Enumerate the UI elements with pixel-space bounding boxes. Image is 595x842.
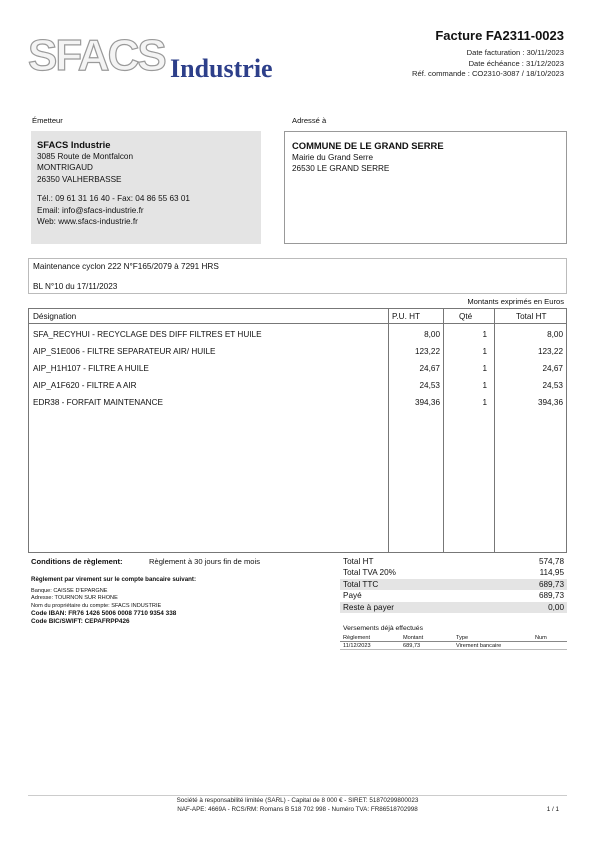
- bank-name: Banque: CAISSE D'EPARGNE: [31, 587, 108, 594]
- sender-box: [31, 131, 261, 244]
- remaining-value: 0,00: [548, 602, 564, 612]
- item-designation: EDR38 - FORFAIT MAINTENANCE: [33, 398, 163, 407]
- item-total: 123,22: [537, 347, 563, 356]
- sender-website: Web: www.sfacs-industrie.fr: [37, 217, 138, 226]
- item-designation: SFA_RECYHUI - RECYCLAGE DES DIFF FILTRES ET HUILE: [33, 330, 262, 339]
- total-tva-row: [340, 567, 567, 578]
- item-quantity: 1: [482, 330, 487, 339]
- payment-amount: 689,73: [403, 643, 421, 649]
- company-logo: [28, 30, 288, 82]
- sender-email: Email: info@sfacs-industrie.fr: [37, 205, 144, 215]
- recipient-address-line: Mairie du Grand Serre: [292, 152, 373, 162]
- recipient-box: [284, 131, 567, 244]
- total-ttc-label: Total TTC: [343, 579, 379, 589]
- payments-header-type: Type: [456, 635, 469, 641]
- item-unit-price: 123,22: [414, 347, 440, 356]
- footer: [0, 797, 595, 814]
- total-ttc-row: [340, 579, 567, 590]
- bank-iban: Code IBAN: FR76 1426 5006 0008 7710 9354 338: [31, 610, 177, 618]
- item-total: 24,53: [542, 381, 563, 390]
- remaining-label: Reste à payer: [343, 602, 394, 612]
- recipient-name: COMMUNE DE LE GRAND SERRE: [292, 140, 444, 151]
- totals-box: [340, 556, 567, 613]
- invoice-title: Facture FA2311-0023: [435, 28, 564, 43]
- conditions-label: Conditions de règlement:: [31, 557, 123, 566]
- paid-label: Payé: [343, 591, 362, 601]
- item-designation: AIP_H1H107 - FILTRE A HUILE: [33, 364, 149, 373]
- bank-address: Adresse: TOURNON SUR RHONE: [31, 595, 118, 602]
- paid-value: 689,73: [538, 591, 564, 601]
- bank-bic: Code BIC/SWIFT: CEPAFRPP426: [31, 617, 130, 625]
- bank-owner: Nom du propriétaire du compte: SFACS INDUSTRIE: [31, 602, 162, 609]
- payment-conditions: [31, 557, 260, 566]
- table-row: [29, 376, 566, 393]
- header-designation: Désignation: [33, 312, 77, 321]
- item-total: 8,00: [547, 330, 563, 339]
- payment-date: 11/12/2023: [343, 643, 371, 649]
- sender-address-line: 26350 VALHERBASSE: [37, 174, 122, 184]
- item-total: 394,36: [537, 398, 563, 407]
- item-quantity: 1: [482, 347, 487, 356]
- payments-header-amount: Montant: [403, 635, 424, 641]
- sender-name: SFACS Industrie: [37, 139, 111, 150]
- paid-row: [340, 590, 567, 601]
- reference-box: [28, 258, 567, 294]
- item-quantity: 1: [482, 398, 487, 407]
- header-total: Total HT: [516, 312, 547, 321]
- delivery-note: BL N°10 du 17/11/2023: [33, 282, 118, 291]
- item-designation: AIP_S1E006 - FILTRE SEPARATEUR AIR/ HUILE: [33, 347, 216, 356]
- item-total: 24,67: [542, 364, 563, 373]
- total-ht-value: 574,78: [538, 557, 564, 566]
- header-quantity: Qté: [459, 312, 473, 321]
- invoice-due-date: Date échéance : 31/12/2023: [468, 58, 564, 68]
- payments-row: [340, 642, 567, 650]
- invoice-date: Date facturation : 30/11/2023: [466, 48, 564, 57]
- table-row: [29, 393, 566, 410]
- order-reference: Réf. commande : CO2310-3087 / 18/10/2023: [412, 69, 564, 78]
- total-tva-label: Total TVA 20%: [343, 568, 396, 578]
- sender-address-line: MONTRIGAUD: [37, 163, 93, 172]
- sender-address-line: 3085 Route de Montfalcon: [37, 151, 134, 161]
- currency-note: Montants exprimés en Euros: [467, 297, 564, 306]
- sender-phone: Tél.: 09 61 31 16 40 - Fax: 04 86 55 63 01: [37, 194, 190, 203]
- table-row: [29, 325, 566, 342]
- table-row: [29, 359, 566, 376]
- table-header: [29, 309, 566, 324]
- payments-header: [340, 634, 567, 642]
- total-tva-value: 114,95: [539, 568, 564, 578]
- payments-header-date: Règlement: [343, 635, 371, 641]
- invoice-meta: [412, 48, 564, 80]
- logo-subtitle: Industrie: [170, 54, 273, 82]
- remaining-row: [340, 602, 567, 613]
- table-row: [29, 342, 566, 359]
- page-number: 1 / 1: [546, 806, 559, 813]
- item-unit-price: 24,67: [419, 364, 440, 373]
- footer-divider: [28, 795, 567, 796]
- header-unit-price: P.U. HT: [392, 312, 421, 321]
- item-quantity: 1: [482, 364, 487, 373]
- item-quantity: 1: [482, 381, 487, 390]
- sender-label: Émetteur: [32, 116, 63, 125]
- footer-legal-line: Société à responsabilité limitée (SARL) - Capital de 8 000 € - SIRET: 51870299800023: [176, 797, 419, 804]
- total-ht-label: Total HT: [343, 557, 374, 566]
- total-ttc-value: 689,73: [538, 579, 564, 589]
- items-table: [28, 308, 567, 553]
- item-unit-price: 24,53: [419, 381, 440, 390]
- payment-type: Virement bancaire: [456, 643, 502, 649]
- item-designation: AIP_A1F620 - FILTRE A AIR: [33, 381, 137, 390]
- bank-title: Règlement par virement sur le compte bancaire suivant:: [31, 576, 197, 583]
- footer-legal-line: NAF-APE: 4669A - RCS/RM: Romans B 518 702 998 - Numéro TVA: FR86518702998: [177, 805, 418, 813]
- payments-title: Versements déjà effectués: [343, 625, 423, 632]
- reference-description: Maintenance cyclon 222 N°F165/2079 à 7291 HRS: [33, 262, 219, 271]
- item-unit-price: 394,36: [414, 398, 440, 407]
- recipient-label: Adressé à: [292, 116, 327, 125]
- logo-wordmark: SFACS: [28, 31, 165, 80]
- bank-details: [31, 576, 196, 626]
- recipient-address-line: 26530 LE GRAND SERRE: [292, 164, 390, 173]
- conditions-value: Règlement à 30 jours fin de mois: [149, 557, 261, 566]
- payments-table: [340, 634, 567, 650]
- payments-header-num: Num: [535, 635, 547, 641]
- total-ht-row: [340, 556, 567, 567]
- item-unit-price: 8,00: [424, 330, 440, 339]
